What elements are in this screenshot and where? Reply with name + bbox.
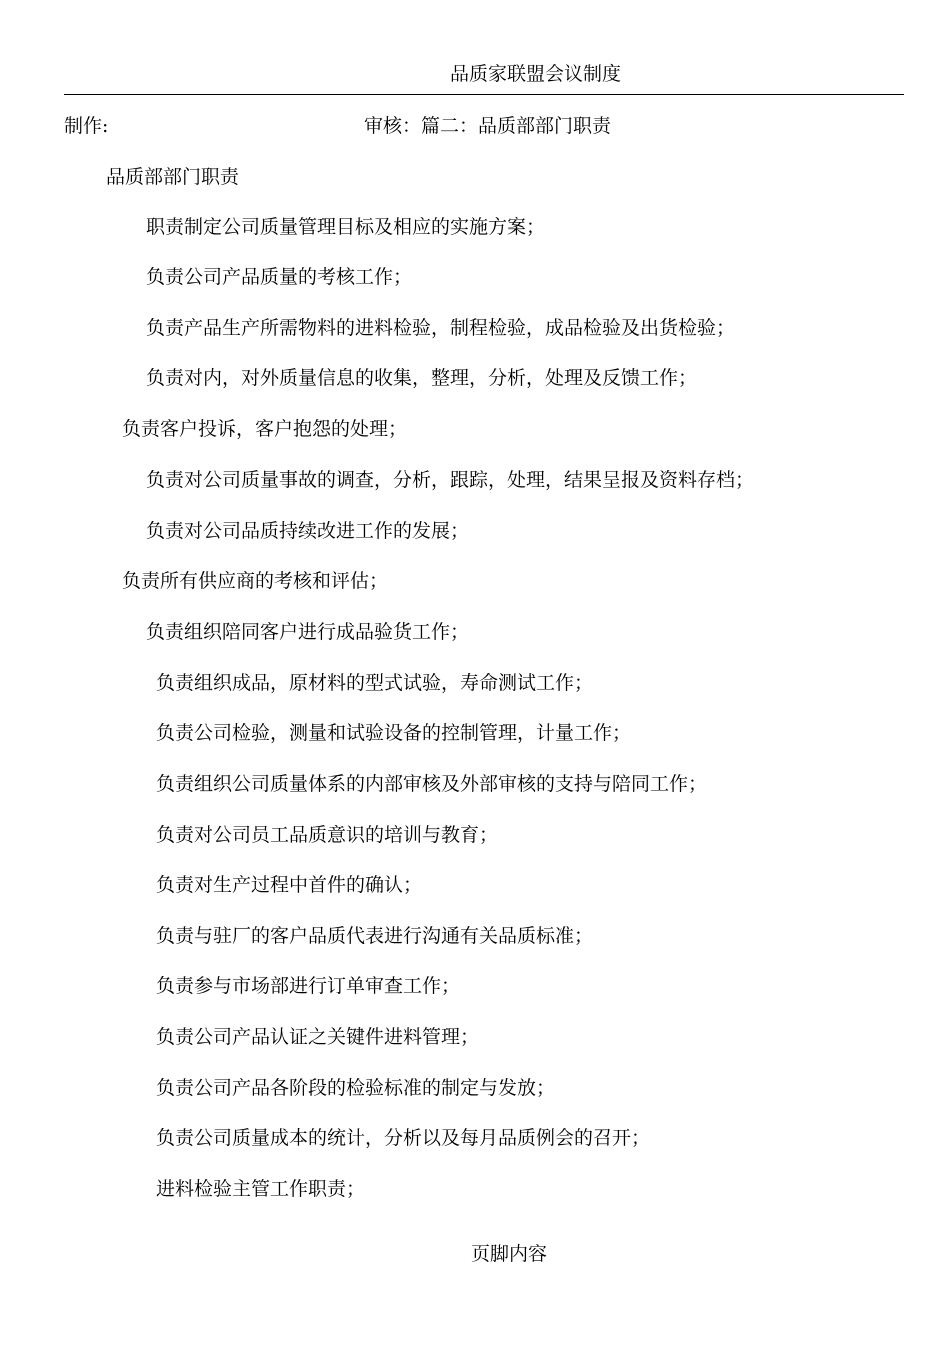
duty-line: 负责对公司员工品质意识的培训与教育； [156,824,499,846]
duty-line: 负责对公司品质持续改进工作的发展； [146,520,470,542]
duty-line: 负责公司产品认证之关键件进料管理； [156,1026,480,1048]
duty-line: 负责对生产过程中首件的确认； [156,874,423,896]
duty-line: 负责公司产品各阶段的检验标准的制定与发放； [156,1077,556,1099]
review-label: 审核：篇二：品质部部门职责 [364,115,612,137]
made-by-label: 制作: [64,115,109,137]
duty-line: 负责组织成品，原材料的型式试验，寿命测试工作； [156,672,594,694]
duty-line: 进料检验主管工作职责； [156,1178,366,1200]
duty-line: 负责对内，对外质量信息的收集，整理，分析，处理及反馈工作； [146,367,698,389]
duty-line: 负责公司产品质量的考核工作； [146,266,413,288]
duty-line: 负责与驻厂的客户品质代表进行沟通有关品质标准； [156,925,594,947]
duty-line: 负责对公司质量事故的调查，分析，跟踪，处理，结果呈报及资料存档； [146,469,755,491]
duty-line: 负责所有供应商的考核和评估； [122,570,389,592]
duty-line: 负责公司质量成本的统计，分析以及每月品质例会的召开； [156,1127,651,1149]
page-footer: 页脚内容 [471,1243,548,1265]
duty-line: 负责客户投诉，客户抱怨的处理； [122,418,408,440]
page-title: 品质家联盟会议制度 [450,63,622,85]
duty-line: 负责参与市场部进行订单审查工作； [156,975,461,997]
duty-line: 负责组织陪同客户进行成品验货工作； [146,621,470,643]
duty-line: 负责公司检验，测量和试验设备的控制管理，计量工作； [156,722,632,744]
duty-line: 负责组织公司质量体系的内部审核及外部审核的支持与陪同工作； [156,773,708,795]
header-rule [64,94,904,95]
section-title: 品质部部门职责 [106,166,240,188]
duty-line: 职责制定公司质量管理目标及相应的实施方案； [146,216,546,238]
duty-line: 负责产品生产所需物料的进料检验，制程检验，成品检验及出货检验； [146,317,736,339]
